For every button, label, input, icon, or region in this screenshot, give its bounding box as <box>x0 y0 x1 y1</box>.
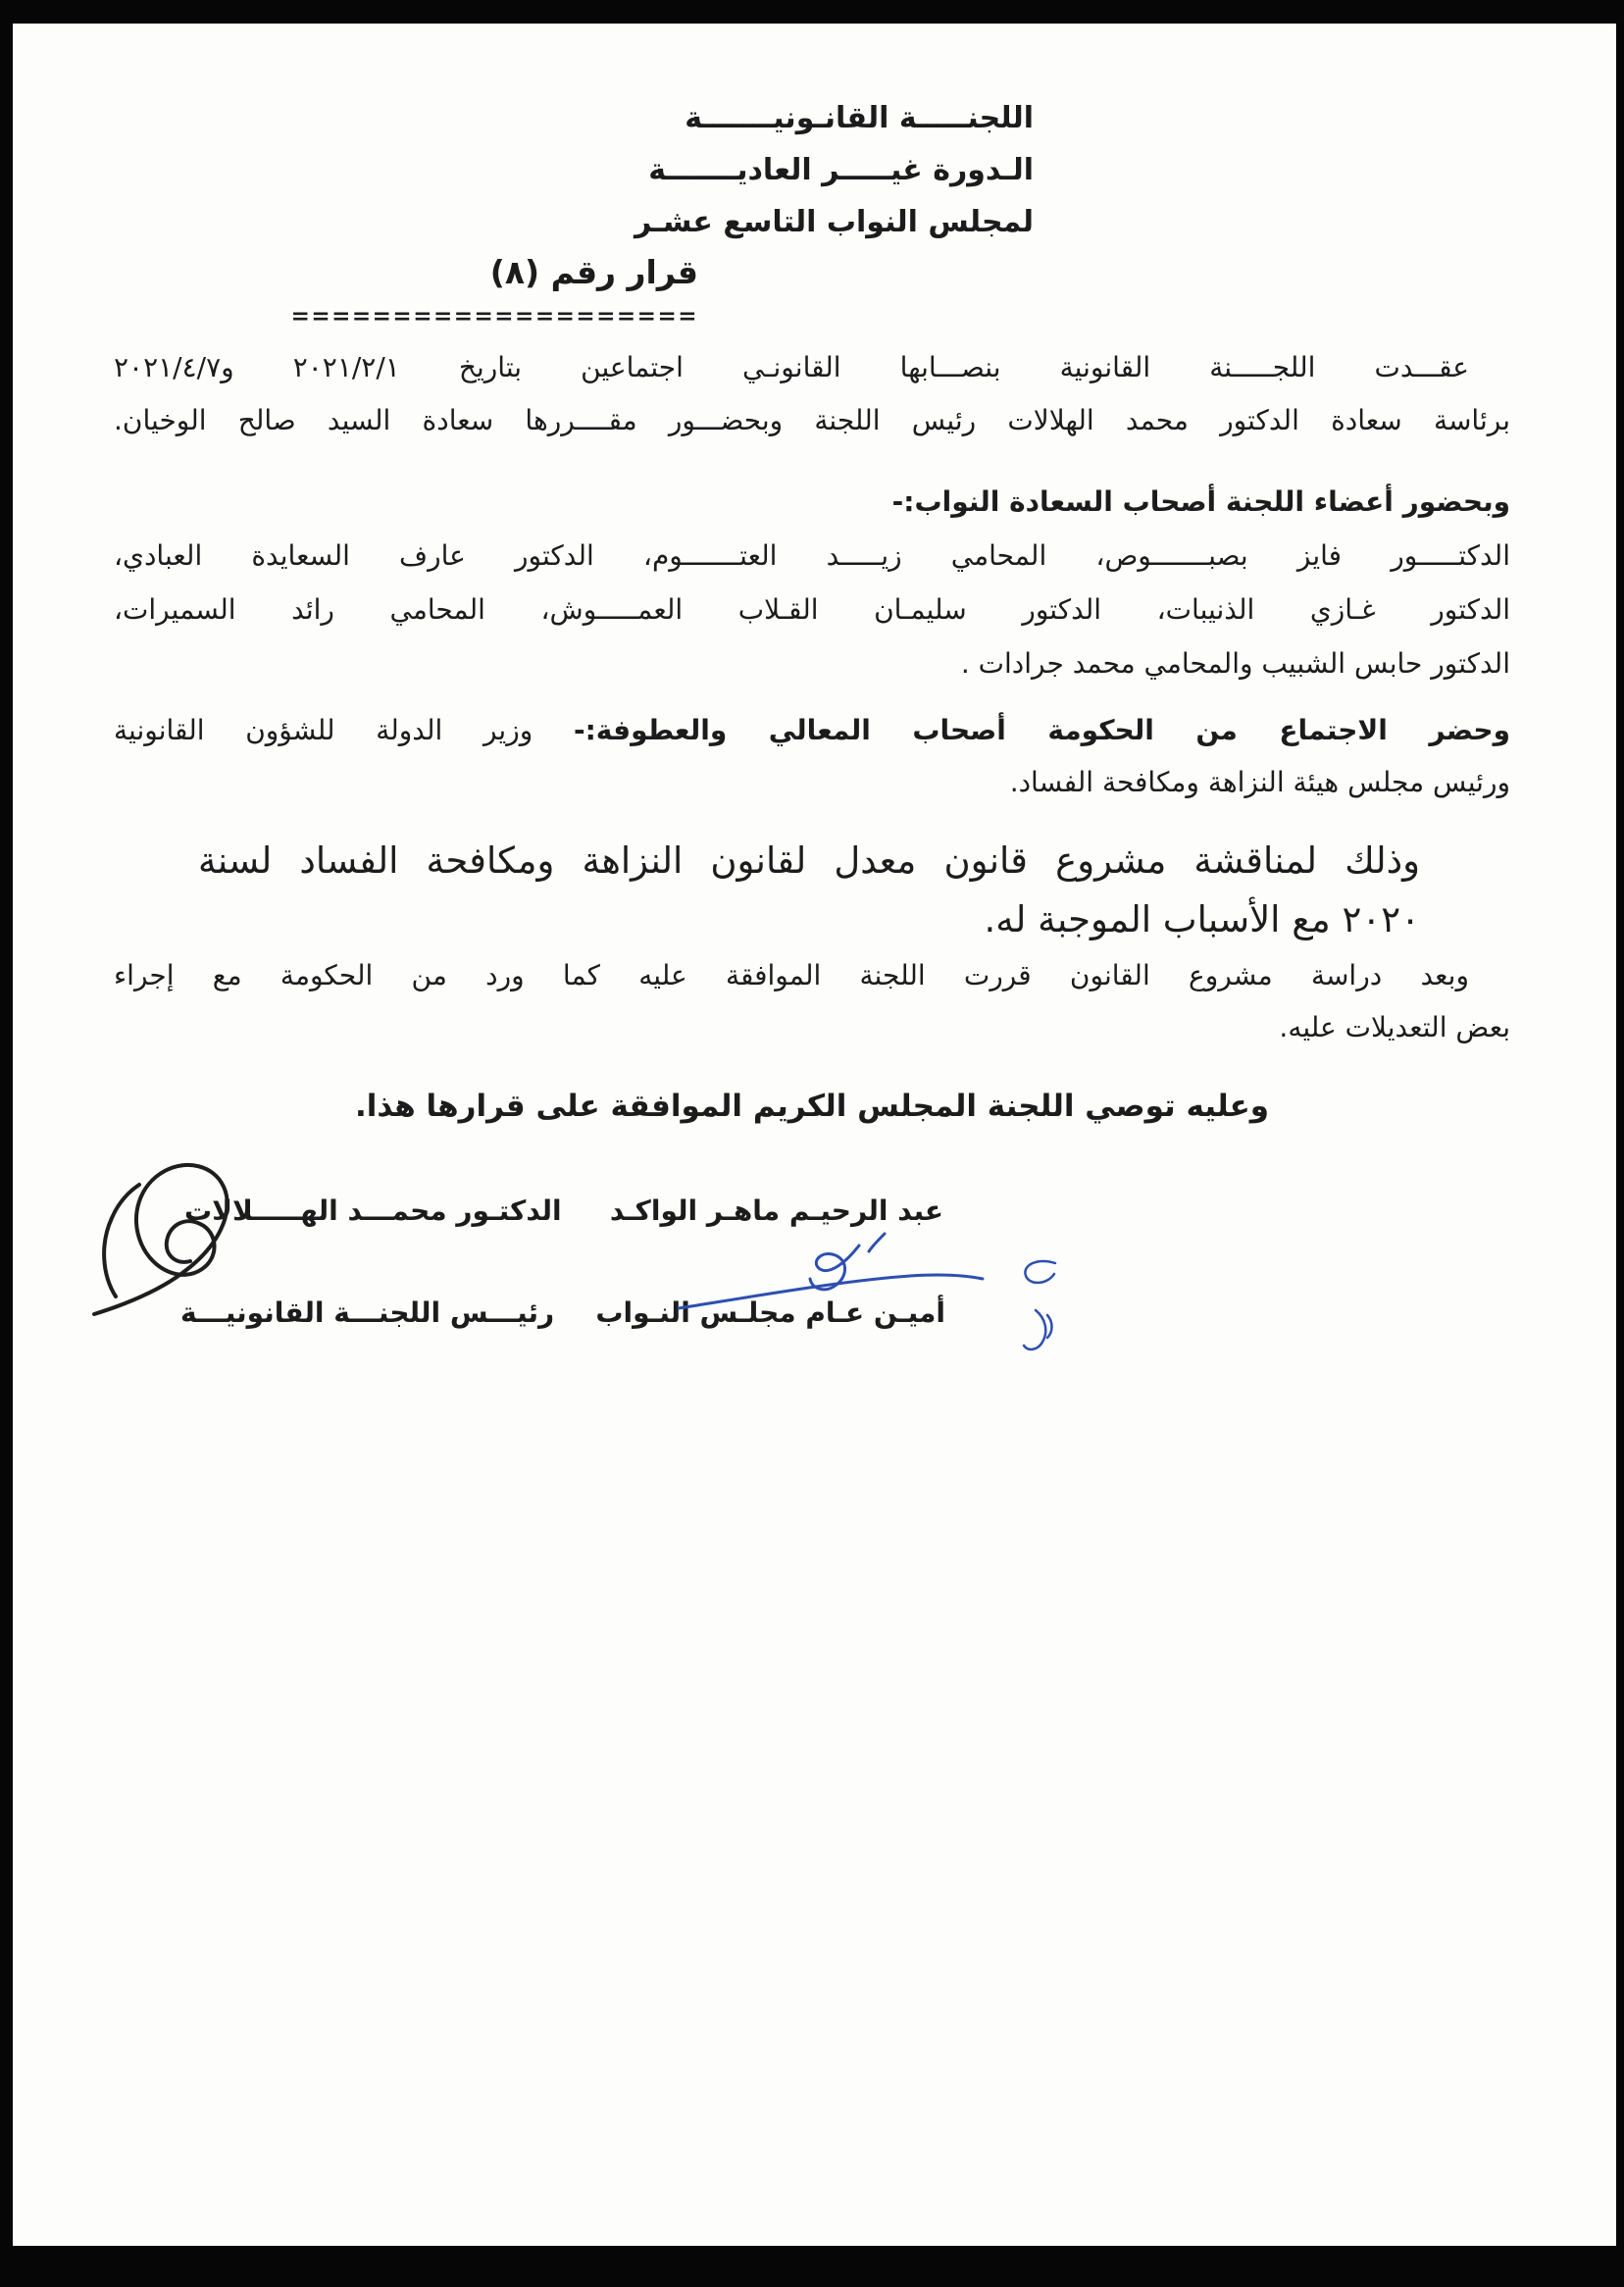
resolution-line-1: وبعد دراسة مشروع القانون قررت اللجنة الموافقة عليه كما ورد من الحكومة مع إجراء <box>114 959 1469 991</box>
decision-number-title: قرار رقم (٨) <box>489 253 698 291</box>
members-line-1: الدكتـــــور فايز بصبـــــــوص، المحامي زيـــــد العتـــــــوم، الدكتور عارف السعايدة العبادي، <box>114 539 1510 572</box>
recommendation-text: وعليه توصي اللجنة المجلس الكريم الموافقة على قرارها هذا. <box>354 1089 1270 1124</box>
header-line-session: الـدورة غيـــــر العاديـــــــة <box>648 153 1034 187</box>
secretary-name: عبد الرحيـم ماهـر الواكـد <box>609 1194 943 1227</box>
decision-title-block <box>291 251 698 330</box>
members-line-3: الدكتور حابس الشبيب والمحامي محمد جرادات . <box>960 647 1510 680</box>
government-attendees-paragraph <box>114 704 1510 808</box>
government-heading: وحضر الاجتماع من الحكومة أصحاب المعالي والعطوفة:- <box>573 714 1510 746</box>
government-heading-rest: وزير الدولة للشؤون القانونية <box>114 714 574 746</box>
government-line-1 <box>114 704 1510 756</box>
resolution-paragraph <box>114 949 1510 1053</box>
separator-line: ==================== <box>290 304 698 330</box>
chairman-title: رئيـــس اللجنـــة القانونيـــة <box>180 1296 555 1329</box>
header-line-committee: اللجنـــــة القانـونيـــــــة <box>685 101 1034 135</box>
purpose-paragraph <box>198 832 1420 949</box>
resolution-line-2: بعض التعديلات عليه. <box>1279 1011 1510 1043</box>
secretary-title: أميـن عـام مجلـس النـواب <box>595 1296 945 1329</box>
opening-line-1: عقـــدت اللجـــــنة القانونية بنصـــابها القانونـي اجتماعين بتاريخ ٢٠٢١/٢/١ و٢٠٢١/٤/٧ <box>114 351 1469 383</box>
government-line-2: ورئيس مجلس هيئة النزاهة ومكافحة الفساد. <box>1009 766 1510 798</box>
purpose-line-2: ٢٠٢٠ مع الأسباب الموجبة له. <box>984 898 1420 940</box>
committee-header <box>634 92 1034 248</box>
members-paragraph <box>114 475 1510 690</box>
chairman-name: الدكتـور محمـــد الهـــــلالات <box>184 1194 562 1227</box>
members-line-2: الدكتور غـازي الذنيبات، الدكتور سليمـان القـلاب العمـــــوش، المحامي رائد السميرات، <box>114 593 1510 626</box>
opening-line-2: برئاسة سعادة الدكتور محمد الهلالات رئيس اللجنة وبحضـــور مقــــررها سعادة السيد صالح الوخيان. <box>114 404 1510 436</box>
opening-paragraph <box>114 341 1510 447</box>
purpose-line-1: وذلك لمناقشة مشروع قانون معدل لقانون النزاهة ومكافحة الفساد لسنة <box>198 839 1420 882</box>
header-line-parliament: لمجلس النواب التاسع عشـر <box>634 205 1034 239</box>
members-heading: وبحضور أعضاء اللجنة أصحاب السعادة النواب:- <box>891 485 1510 518</box>
